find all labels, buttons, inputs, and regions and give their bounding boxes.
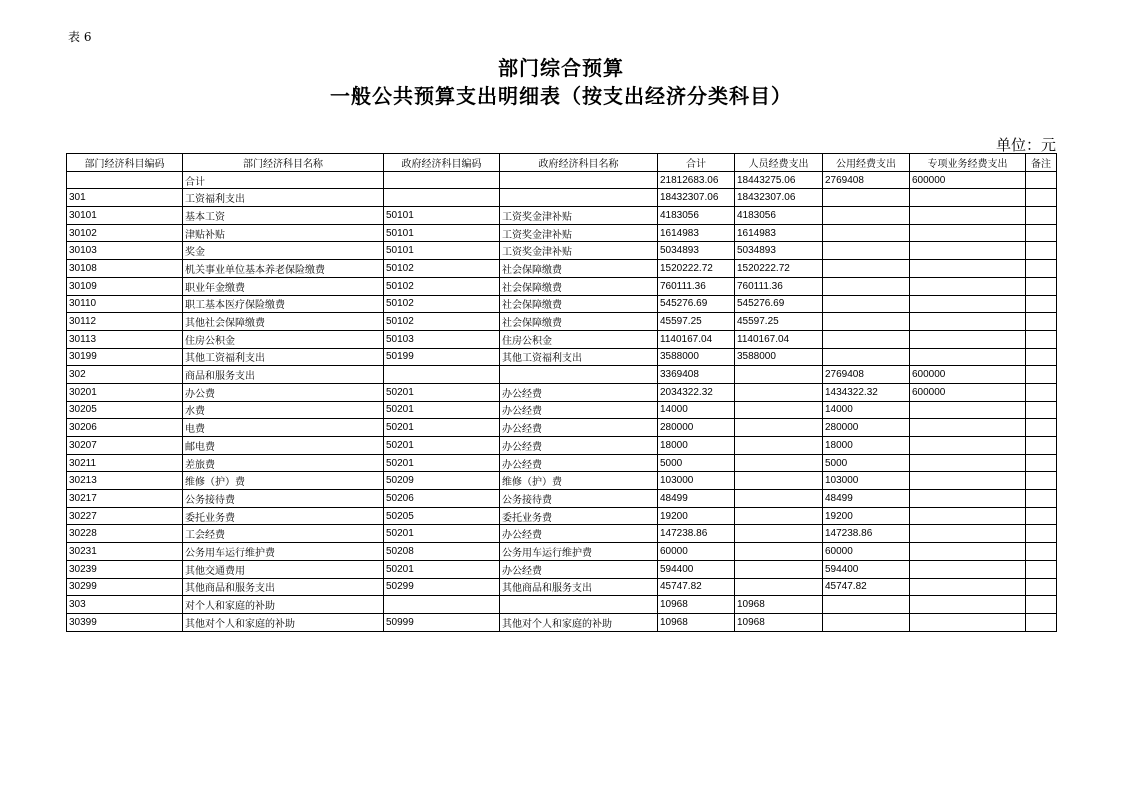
cell-special [910, 313, 1026, 331]
cell-note [1026, 171, 1057, 189]
header-note: 备注 [1026, 154, 1057, 172]
cell-gov-code [384, 366, 500, 384]
cell-dept-name: 差旅费 [183, 454, 384, 472]
table-body [67, 171, 1057, 631]
cell-special [910, 242, 1026, 260]
cell-gov-code: 50102 [384, 277, 500, 295]
cell-dept-name: 公务接待费 [183, 490, 384, 508]
table-row [67, 260, 1057, 278]
cell-note [1026, 454, 1057, 472]
table-row [67, 383, 1057, 401]
cell-note [1026, 224, 1057, 242]
cell-gov-name: 工资奖金津补贴 [500, 242, 658, 260]
cell-gov-code: 50299 [384, 578, 500, 596]
cell-dept-name: 合计 [183, 171, 384, 189]
cell-gov-name: 办公经费 [500, 383, 658, 401]
cell-note [1026, 330, 1057, 348]
cell-total: 280000 [658, 419, 735, 437]
cell-total: 10968 [658, 613, 735, 631]
table-row [67, 507, 1057, 525]
cell-note [1026, 277, 1057, 295]
cell-total: 14000 [658, 401, 735, 419]
cell-note [1026, 578, 1057, 596]
cell-special [910, 348, 1026, 366]
cell-personnel [735, 543, 823, 561]
table-row [67, 437, 1057, 455]
cell-dept-code: 30101 [67, 207, 183, 225]
cell-personnel [735, 472, 823, 490]
cell-gov-code: 50101 [384, 207, 500, 225]
cell-note [1026, 313, 1057, 331]
cell-gov-code: 50201 [384, 560, 500, 578]
cell-public: 5000 [823, 454, 910, 472]
cell-total: 10968 [658, 596, 735, 614]
cell-dept-code: 303 [67, 596, 183, 614]
cell-special [910, 401, 1026, 419]
cell-gov-code: 50102 [384, 313, 500, 331]
cell-total: 2034322.32 [658, 383, 735, 401]
cell-dept-name: 其他商品和服务支出 [183, 578, 384, 596]
cell-public: 147238.86 [823, 525, 910, 543]
cell-dept-code [67, 171, 183, 189]
cell-gov-name: 办公经费 [500, 437, 658, 455]
cell-total: 760111.36 [658, 277, 735, 295]
cell-special [910, 543, 1026, 561]
table-row [67, 543, 1057, 561]
cell-special [910, 277, 1026, 295]
header-gov-code: 政府经济科目编码 [384, 154, 500, 172]
cell-gov-code: 50201 [384, 437, 500, 455]
cell-gov-code: 50102 [384, 295, 500, 313]
table-row [67, 348, 1057, 366]
cell-public [823, 596, 910, 614]
cell-note [1026, 543, 1057, 561]
cell-note [1026, 596, 1057, 614]
document-title: 部门综合预算 [498, 56, 624, 80]
cell-dept-name: 电费 [183, 419, 384, 437]
cell-dept-code: 30110 [67, 295, 183, 313]
cell-dept-name: 邮电费 [183, 437, 384, 455]
cell-total: 18000 [658, 437, 735, 455]
cell-note [1026, 260, 1057, 278]
table-row [67, 171, 1057, 189]
cell-total: 1520222.72 [658, 260, 735, 278]
table-row [67, 490, 1057, 508]
cell-special: 600000 [910, 366, 1026, 384]
table-row [67, 613, 1057, 631]
cell-gov-code: 50201 [384, 401, 500, 419]
cell-note [1026, 525, 1057, 543]
cell-dept-name: 公务用车运行维护费 [183, 543, 384, 561]
cell-dept-code: 30102 [67, 224, 183, 242]
cell-personnel [735, 525, 823, 543]
cell-personnel: 45597.25 [735, 313, 823, 331]
table-row [67, 525, 1057, 543]
cell-public: 14000 [823, 401, 910, 419]
cell-gov-code: 50201 [384, 419, 500, 437]
cell-special [910, 330, 1026, 348]
cell-public [823, 207, 910, 225]
cell-special [910, 207, 1026, 225]
cell-gov-name: 办公经费 [500, 525, 658, 543]
cell-special [910, 525, 1026, 543]
cell-public: 2769408 [823, 171, 910, 189]
cell-special [910, 224, 1026, 242]
cell-dept-code: 30213 [67, 472, 183, 490]
cell-gov-name [500, 366, 658, 384]
table-row [67, 277, 1057, 295]
cell-dept-code: 30217 [67, 490, 183, 508]
cell-personnel [735, 437, 823, 455]
table-row [67, 472, 1057, 490]
cell-total: 60000 [658, 543, 735, 561]
cell-gov-code: 50205 [384, 507, 500, 525]
cell-dept-code: 30399 [67, 613, 183, 631]
cell-gov-code: 50206 [384, 490, 500, 508]
cell-gov-name: 社会保障缴费 [500, 295, 658, 313]
cell-gov-name: 办公经费 [500, 401, 658, 419]
cell-dept-name: 职工基本医疗保险缴费 [183, 295, 384, 313]
header-special: 专项业务经费支出 [910, 154, 1026, 172]
cell-total: 594400 [658, 560, 735, 578]
cell-public: 18000 [823, 437, 910, 455]
table-header-row [67, 154, 1057, 172]
cell-gov-code: 50201 [384, 454, 500, 472]
table-row [67, 454, 1057, 472]
cell-dept-code: 30211 [67, 454, 183, 472]
table-row [67, 366, 1057, 384]
cell-special [910, 490, 1026, 508]
cell-dept-name: 委托业务费 [183, 507, 384, 525]
cell-personnel: 18432307.06 [735, 189, 823, 207]
cell-gov-code: 50201 [384, 525, 500, 543]
cell-special [910, 578, 1026, 596]
cell-special [910, 613, 1026, 631]
cell-personnel [735, 383, 823, 401]
cell-gov-code: 50201 [384, 383, 500, 401]
cell-public: 19200 [823, 507, 910, 525]
cell-public [823, 613, 910, 631]
cell-personnel [735, 507, 823, 525]
table-row [67, 295, 1057, 313]
cell-total: 45747.82 [658, 578, 735, 596]
cell-public: 1434322.32 [823, 383, 910, 401]
cell-dept-name: 商品和服务支出 [183, 366, 384, 384]
cell-gov-name: 其他工资福利支出 [500, 348, 658, 366]
cell-personnel: 760111.36 [735, 277, 823, 295]
table-row [67, 207, 1057, 225]
cell-dept-code: 30109 [67, 277, 183, 295]
cell-gov-name: 公务接待费 [500, 490, 658, 508]
cell-public: 60000 [823, 543, 910, 561]
cell-public: 48499 [823, 490, 910, 508]
cell-dept-name: 其他对个人和家庭的补助 [183, 613, 384, 631]
cell-gov-name: 社会保障缴费 [500, 313, 658, 331]
cell-dept-code: 30299 [67, 578, 183, 596]
cell-public [823, 260, 910, 278]
table-row [67, 419, 1057, 437]
cell-special [910, 260, 1026, 278]
cell-total: 1140167.04 [658, 330, 735, 348]
cell-gov-code: 50101 [384, 224, 500, 242]
cell-gov-name: 办公经费 [500, 560, 658, 578]
cell-total: 147238.86 [658, 525, 735, 543]
table-row [67, 578, 1057, 596]
cell-dept-code: 302 [67, 366, 183, 384]
cell-dept-code: 30231 [67, 543, 183, 561]
table-row [67, 189, 1057, 207]
cell-public [823, 242, 910, 260]
cell-note [1026, 507, 1057, 525]
cell-gov-name: 工资奖金津补贴 [500, 207, 658, 225]
cell-dept-code: 30103 [67, 242, 183, 260]
cell-gov-name: 公务用车运行维护费 [500, 543, 658, 561]
cell-note [1026, 613, 1057, 631]
cell-gov-code [384, 189, 500, 207]
cell-gov-name: 办公经费 [500, 419, 658, 437]
cell-dept-name: 工资福利支出 [183, 189, 384, 207]
header-total: 合计 [658, 154, 735, 172]
cell-public: 103000 [823, 472, 910, 490]
cell-gov-name: 工资奖金津补贴 [500, 224, 658, 242]
cell-dept-name: 住房公积金 [183, 330, 384, 348]
cell-gov-name: 维修（护）费 [500, 472, 658, 490]
cell-personnel: 545276.69 [735, 295, 823, 313]
cell-personnel: 1614983 [735, 224, 823, 242]
cell-gov-name: 委托业务费 [500, 507, 658, 525]
cell-gov-code: 50103 [384, 330, 500, 348]
header-gov-name: 政府经济科目名称 [500, 154, 658, 172]
cell-public: 594400 [823, 560, 910, 578]
cell-special [910, 507, 1026, 525]
cell-note [1026, 490, 1057, 508]
cell-special [910, 454, 1026, 472]
budget-table [66, 153, 1057, 632]
cell-personnel [735, 366, 823, 384]
cell-public [823, 295, 910, 313]
cell-gov-code [384, 171, 500, 189]
cell-gov-code: 50102 [384, 260, 500, 278]
cell-public: 45747.82 [823, 578, 910, 596]
cell-special [910, 295, 1026, 313]
cell-note [1026, 472, 1057, 490]
cell-note [1026, 383, 1057, 401]
cell-dept-name: 维修（护）费 [183, 472, 384, 490]
cell-personnel: 18443275.06 [735, 171, 823, 189]
table-row [67, 401, 1057, 419]
cell-gov-name: 住房公积金 [500, 330, 658, 348]
cell-dept-name: 其他交通费用 [183, 560, 384, 578]
cell-dept-name: 其他工资福利支出 [183, 348, 384, 366]
cell-personnel: 5034893 [735, 242, 823, 260]
cell-gov-name [500, 189, 658, 207]
header-personnel: 人员经费支出 [735, 154, 823, 172]
cell-dept-code: 30205 [67, 401, 183, 419]
table-row [67, 224, 1057, 242]
header-dept-name: 部门经济科目名称 [183, 154, 384, 172]
cell-note [1026, 560, 1057, 578]
cell-dept-code: 30227 [67, 507, 183, 525]
cell-special [910, 189, 1026, 207]
cell-total: 5034893 [658, 242, 735, 260]
cell-total: 18432307.06 [658, 189, 735, 207]
cell-public [823, 313, 910, 331]
cell-gov-code: 50999 [384, 613, 500, 631]
cell-total: 3369408 [658, 366, 735, 384]
cell-gov-name: 其他商品和服务支出 [500, 578, 658, 596]
cell-dept-name: 机关事业单位基本养老保险缴费 [183, 260, 384, 278]
cell-note [1026, 366, 1057, 384]
cell-personnel [735, 401, 823, 419]
cell-dept-name: 工会经费 [183, 525, 384, 543]
cell-gov-code: 50209 [384, 472, 500, 490]
cell-public: 280000 [823, 419, 910, 437]
cell-personnel [735, 560, 823, 578]
header-dept-code: 部门经济科目编码 [67, 154, 183, 172]
cell-total: 545276.69 [658, 295, 735, 313]
cell-personnel: 1140167.04 [735, 330, 823, 348]
cell-public [823, 277, 910, 295]
table-row [67, 242, 1057, 260]
cell-special [910, 419, 1026, 437]
cell-dept-name: 职业年金缴费 [183, 277, 384, 295]
cell-dept-code: 30239 [67, 560, 183, 578]
cell-dept-name: 基本工资 [183, 207, 384, 225]
cell-personnel [735, 454, 823, 472]
cell-public [823, 224, 910, 242]
cell-dept-code: 30199 [67, 348, 183, 366]
cell-total: 21812683.06 [658, 171, 735, 189]
cell-personnel: 4183056 [735, 207, 823, 225]
cell-personnel [735, 490, 823, 508]
cell-personnel: 3588000 [735, 348, 823, 366]
cell-gov-name: 社会保障缴费 [500, 260, 658, 278]
cell-dept-code: 30113 [67, 330, 183, 348]
cell-note [1026, 437, 1057, 455]
cell-public [823, 348, 910, 366]
cell-public: 2769408 [823, 366, 910, 384]
cell-personnel: 1520222.72 [735, 260, 823, 278]
cell-note [1026, 419, 1057, 437]
cell-gov-name: 其他对个人和家庭的补助 [500, 613, 658, 631]
cell-dept-code: 301 [67, 189, 183, 207]
cell-gov-name: 社会保障缴费 [500, 277, 658, 295]
cell-special [910, 560, 1026, 578]
cell-total: 4183056 [658, 207, 735, 225]
cell-public [823, 330, 910, 348]
cell-gov-name: 办公经费 [500, 454, 658, 472]
cell-dept-code: 30108 [67, 260, 183, 278]
table-row [67, 560, 1057, 578]
cell-dept-name: 奖金 [183, 242, 384, 260]
cell-gov-code: 50199 [384, 348, 500, 366]
cell-dept-name: 津贴补贴 [183, 224, 384, 242]
cell-note [1026, 295, 1057, 313]
cell-gov-code: 50208 [384, 543, 500, 561]
page-label: 表 6 [68, 30, 92, 44]
cell-note [1026, 401, 1057, 419]
cell-dept-name: 办公费 [183, 383, 384, 401]
cell-total: 45597.25 [658, 313, 735, 331]
cell-special: 600000 [910, 383, 1026, 401]
cell-total: 103000 [658, 472, 735, 490]
cell-dept-code: 30207 [67, 437, 183, 455]
cell-dept-code: 30201 [67, 383, 183, 401]
cell-personnel: 10968 [735, 596, 823, 614]
cell-gov-name [500, 596, 658, 614]
cell-dept-name: 其他社会保障缴费 [183, 313, 384, 331]
cell-personnel [735, 578, 823, 596]
cell-gov-code: 50101 [384, 242, 500, 260]
cell-dept-name: 对个人和家庭的补助 [183, 596, 384, 614]
cell-personnel: 10968 [735, 613, 823, 631]
cell-total: 48499 [658, 490, 735, 508]
cell-note [1026, 207, 1057, 225]
cell-dept-code: 30112 [67, 313, 183, 331]
unit-label: 单位：元 [995, 136, 1056, 154]
header-public: 公用经费支出 [823, 154, 910, 172]
cell-dept-code: 30206 [67, 419, 183, 437]
table-row [67, 596, 1057, 614]
cell-total: 5000 [658, 454, 735, 472]
cell-special [910, 472, 1026, 490]
cell-note [1026, 242, 1057, 260]
cell-public [823, 189, 910, 207]
cell-note [1026, 348, 1057, 366]
cell-note [1026, 189, 1057, 207]
table-row [67, 330, 1057, 348]
cell-gov-name [500, 171, 658, 189]
cell-dept-code: 30228 [67, 525, 183, 543]
cell-dept-name: 水费 [183, 401, 384, 419]
cell-special [910, 437, 1026, 455]
cell-total: 19200 [658, 507, 735, 525]
cell-special [910, 596, 1026, 614]
document-subtitle: 一般公共预算支出明细表（按支出经济分类科目） [330, 84, 792, 108]
cell-total: 1614983 [658, 224, 735, 242]
cell-total: 3588000 [658, 348, 735, 366]
cell-personnel [735, 419, 823, 437]
table-row [67, 313, 1057, 331]
cell-special: 600000 [910, 171, 1026, 189]
cell-gov-code [384, 596, 500, 614]
